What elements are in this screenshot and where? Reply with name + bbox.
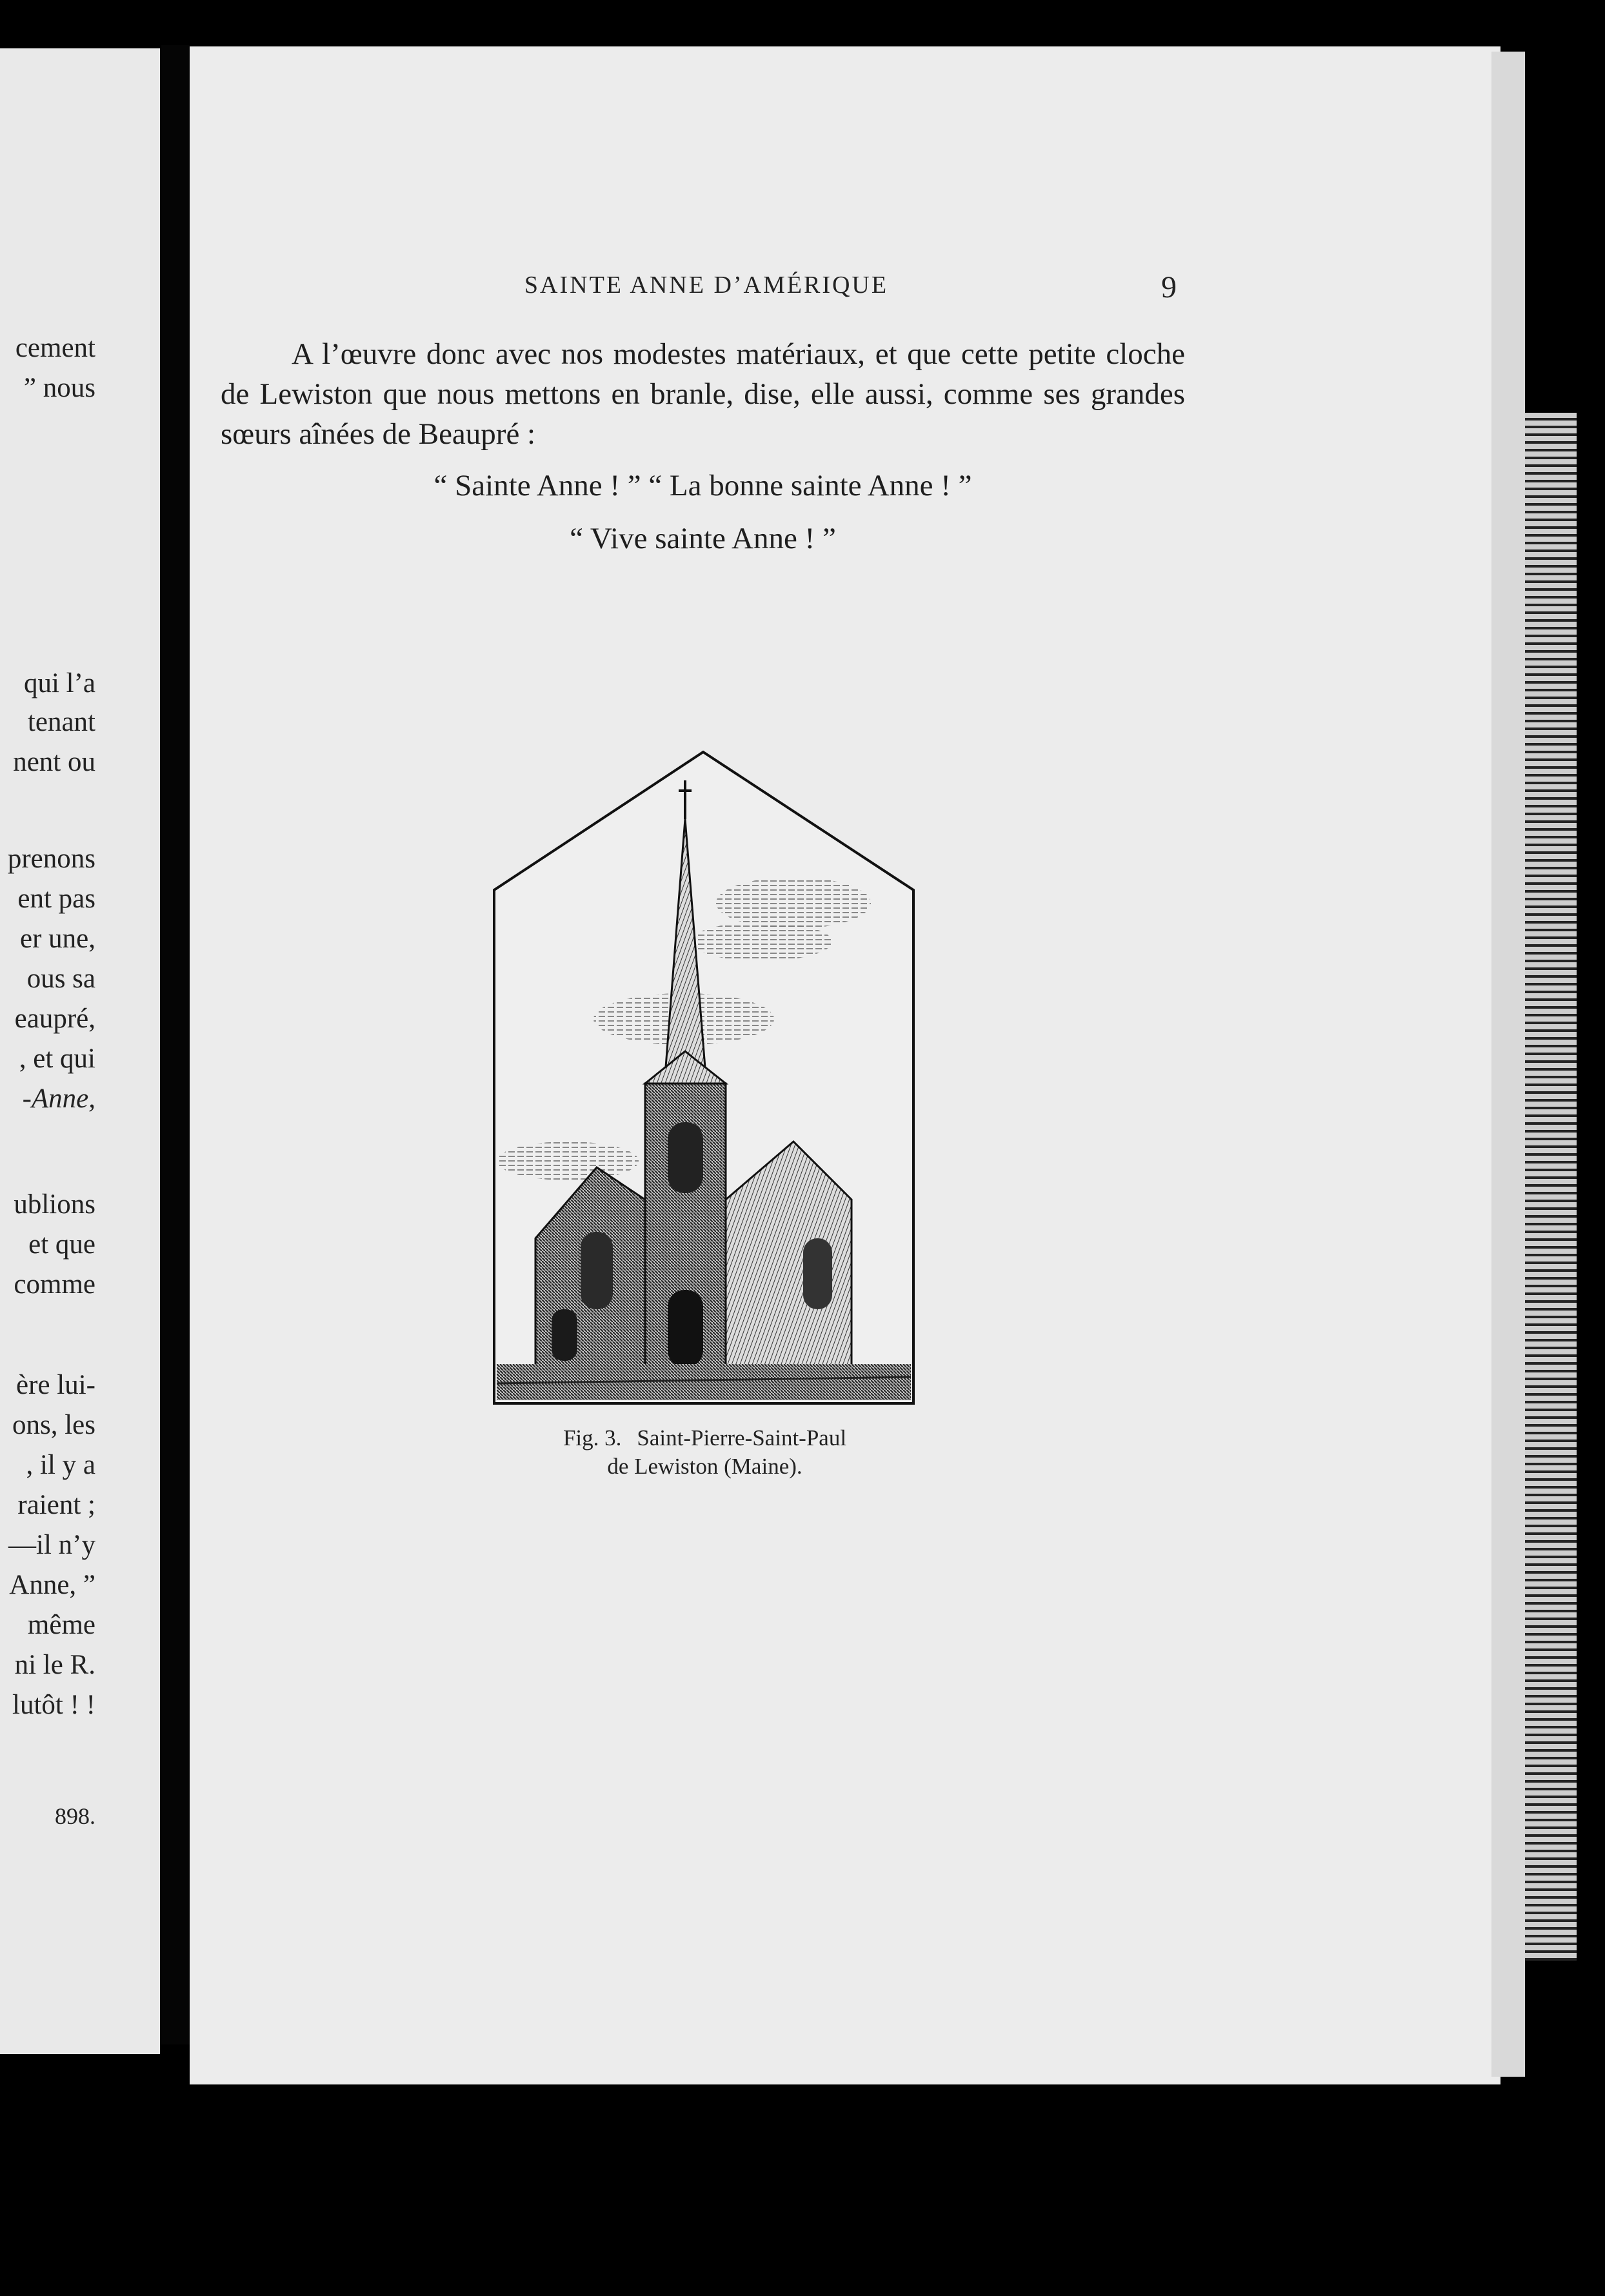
- facing-page-fragment: [0, 48, 160, 2054]
- church-engraving: [490, 748, 919, 1406]
- fragment-line: raient ;: [17, 1490, 95, 1520]
- fragment-line: , il y a: [26, 1450, 95, 1480]
- fragment-line: , et qui: [19, 1044, 95, 1074]
- page-edge: [1491, 52, 1525, 2077]
- paragraph-text: A l’œuvre donc avec nos modestes matériaux, et que cette petite cloche de Lewiston que nous mettons en branle, dise, elle aussi, comme ses grandes sœurs aînées de Beaupré :: [221, 337, 1185, 451]
- caption-line-2: de Lewiston (Maine).: [607, 1454, 802, 1479]
- fragment-line: et que: [28, 1229, 95, 1260]
- fragment-line: tenant: [27, 707, 95, 737]
- fragment-line: lutôt ! !: [12, 1690, 95, 1720]
- fragment-line: cement: [15, 333, 95, 363]
- book-gutter: [161, 45, 190, 2044]
- body-paragraph: [221, 334, 1185, 454]
- fragment-line: ni le R.: [14, 1650, 95, 1680]
- quote-line-1: “ Sainte Anne ! ” “ La bonne sainte Anne ! ”: [434, 469, 972, 502]
- fragment-line: prenons: [7, 844, 95, 874]
- fragment-line: ons, les: [12, 1410, 95, 1440]
- fragment-line: ublions: [14, 1189, 95, 1220]
- fragment-line: -Anne,: [22, 1084, 95, 1114]
- fragment-line: —il n’y: [8, 1530, 95, 1560]
- fragment-line: ent pas: [17, 884, 95, 914]
- page-number: 9: [1161, 270, 1177, 304]
- figure-caption: [490, 1424, 919, 1481]
- fragment-line: même: [27, 1610, 95, 1640]
- quote-line-2: “ Vive sainte Anne ! ”: [570, 522, 836, 555]
- figure-label: Fig. 3.: [563, 1425, 622, 1450]
- page-stack-edge: [1525, 413, 1577, 1961]
- caption-line-1: [490, 1424, 919, 1452]
- fragment-line: Anne, ”: [9, 1570, 95, 1600]
- running-head: SAINTE ANNE D’AMÉRIQUE: [524, 272, 889, 299]
- fragment-line: er une,: [20, 924, 95, 954]
- fragment-line: qui l’a: [23, 668, 95, 698]
- fragment-line: nent ou: [13, 747, 95, 777]
- fragment-line: ” nous: [23, 373, 95, 403]
- fragment-line: 898.: [55, 1803, 95, 1829]
- fragment-line: eaupré,: [14, 1004, 95, 1034]
- fragment-line: comme: [14, 1269, 95, 1300]
- fragment-line: ous sa: [26, 964, 95, 994]
- fragment-line: ère lui-: [16, 1370, 95, 1400]
- figure-title: Saint-Pierre-Saint-Paul: [637, 1425, 847, 1450]
